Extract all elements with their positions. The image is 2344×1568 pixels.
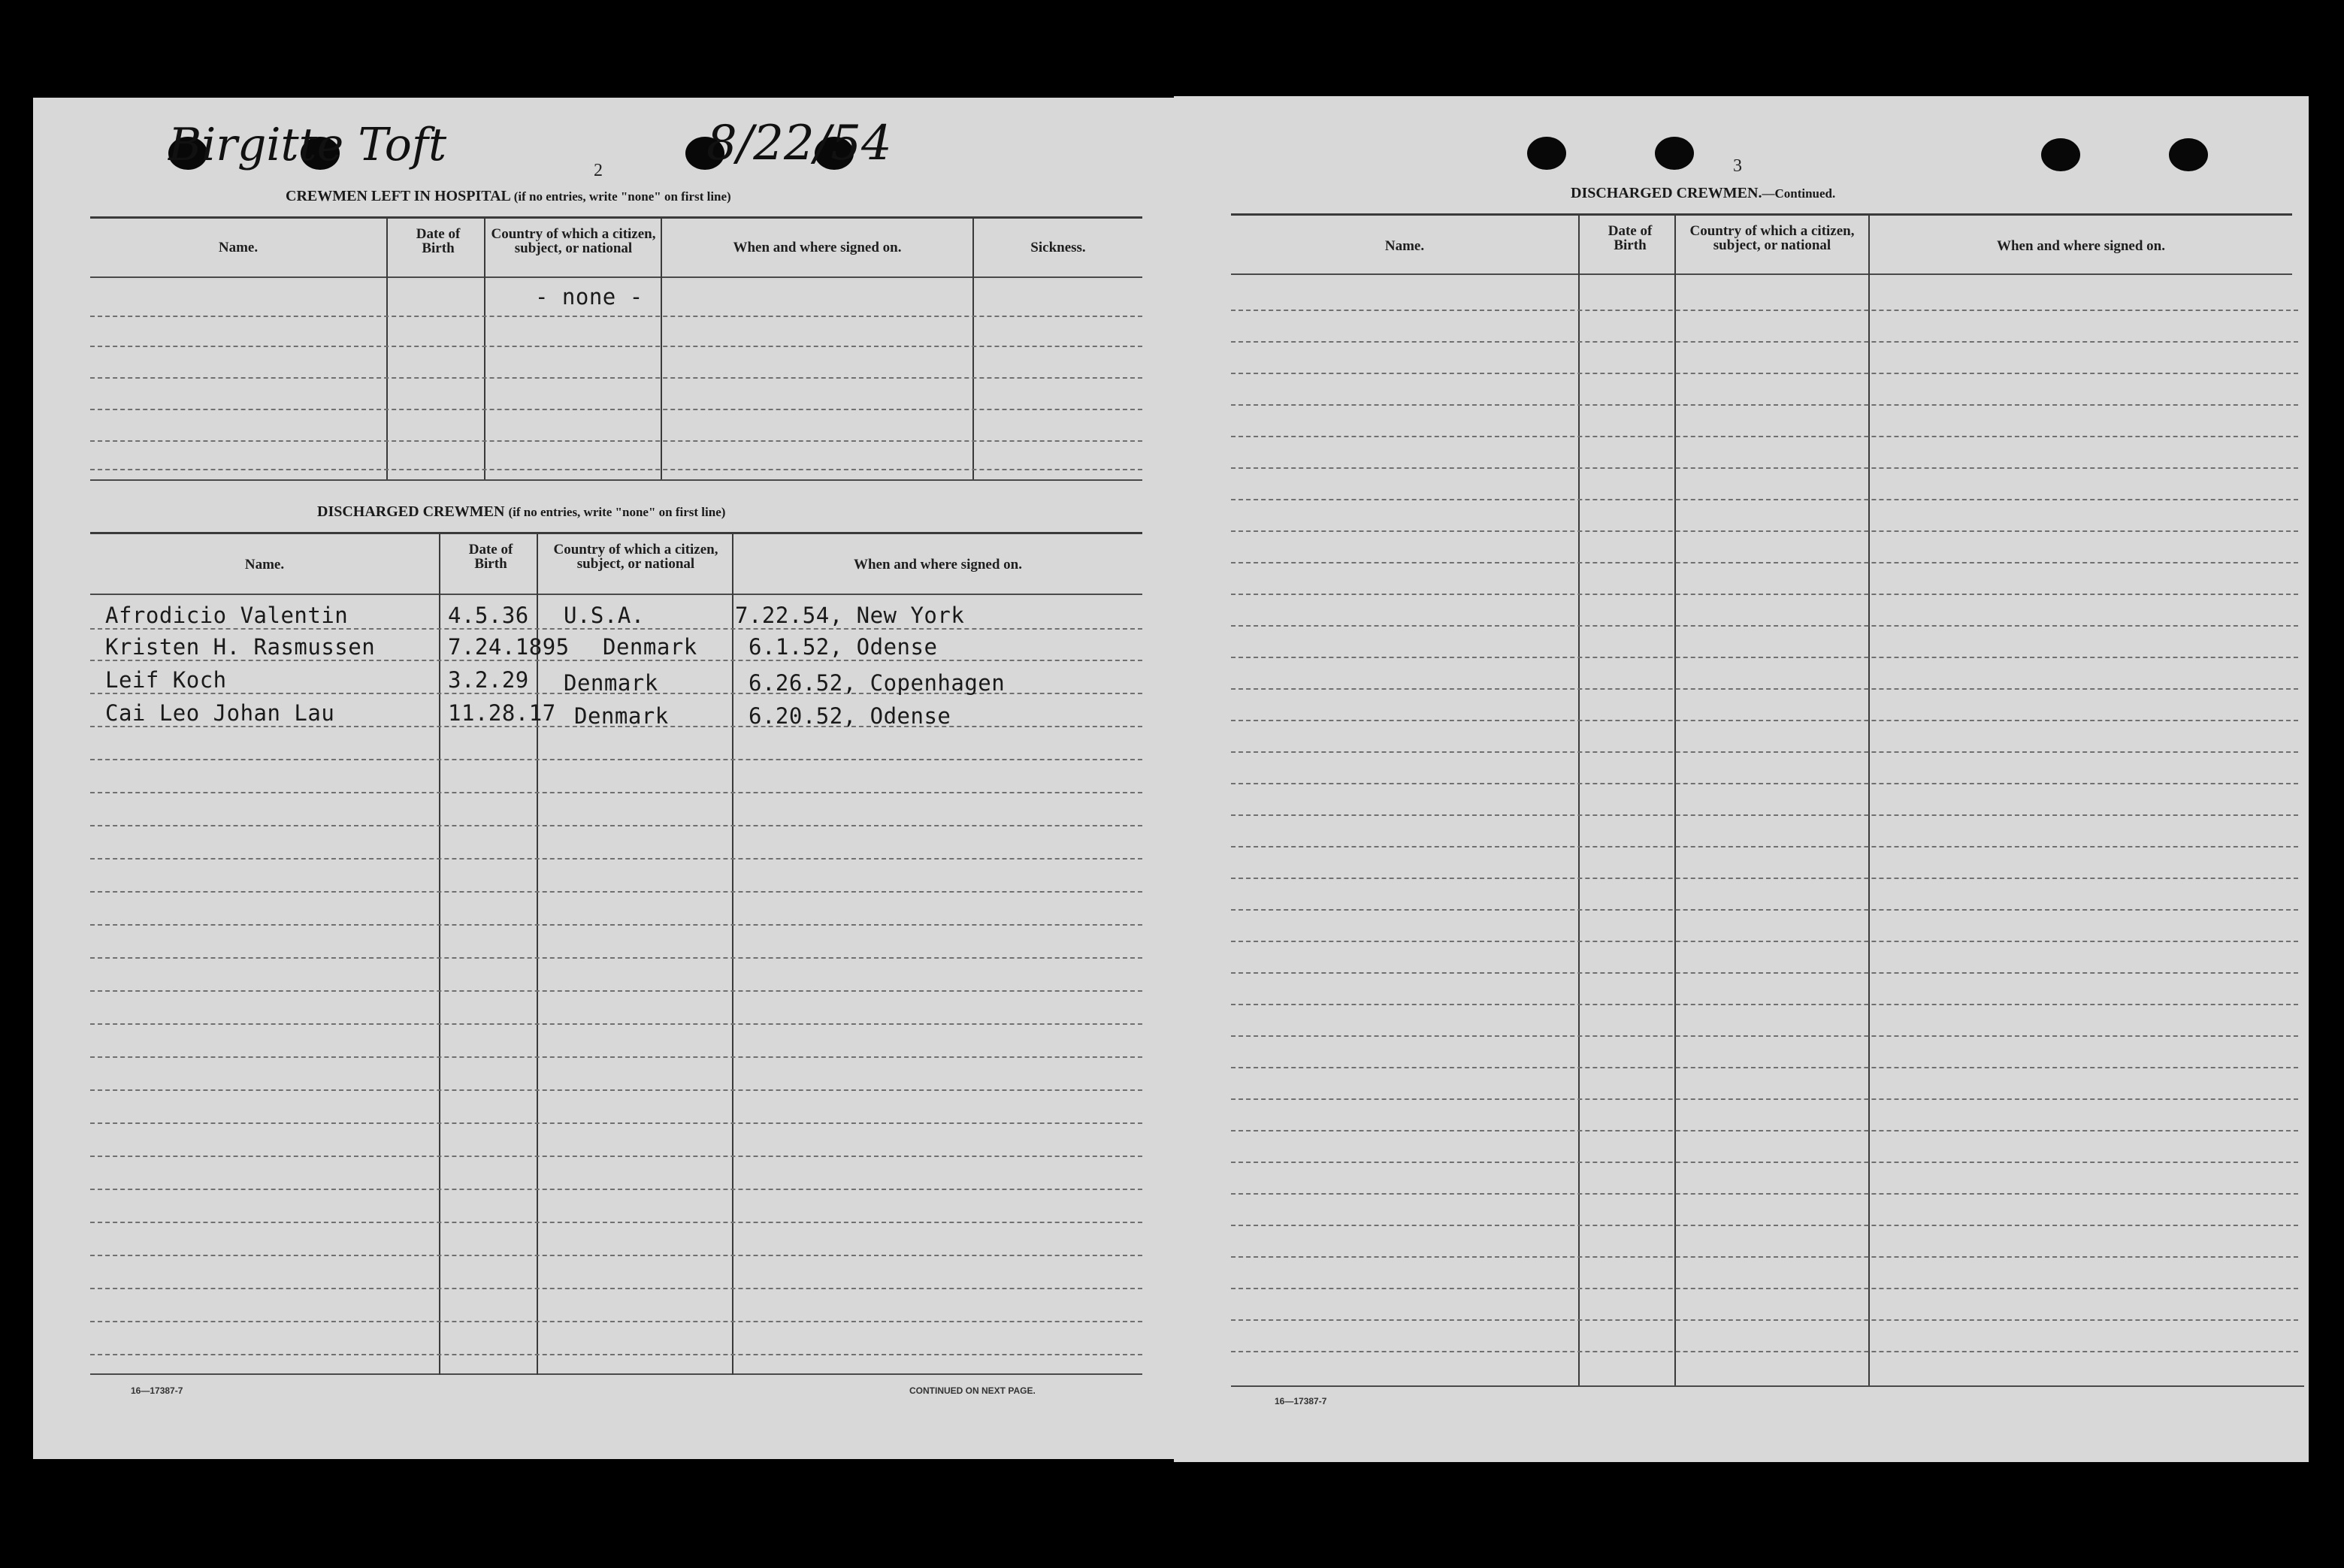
punch-hole	[1527, 137, 1566, 170]
continued-row-line	[1231, 404, 2298, 406]
continued-col-divider	[1674, 213, 1676, 1385]
continued-row-line	[1231, 1193, 2298, 1195]
right-page	[1174, 96, 2309, 1462]
continued-row-line	[1231, 1256, 2298, 1258]
crew-signed-on: 6.20.52, Odense	[749, 703, 951, 729]
crew-country: U.S.A.	[564, 603, 645, 628]
continued-row-line	[1231, 1162, 2298, 1163]
continued-row-line	[1231, 814, 2298, 816]
hospital-row-line	[90, 409, 1142, 410]
discharged-col-signed: When and where signed on.	[853, 557, 1022, 573]
continued-row-line	[1231, 846, 2298, 847]
continued-row-line	[1231, 1288, 2298, 1289]
form-number: 16—17387-7	[131, 1385, 183, 1396]
continued-row-line	[1231, 909, 2298, 911]
continued-row-line	[1231, 783, 2298, 784]
hospital-none-entry: - none -	[535, 284, 643, 310]
continued-note: CONTINUED ON NEXT PAGE.	[909, 1385, 1036, 1396]
discharged-row-line	[90, 1189, 1142, 1190]
crew-country: Denmark	[603, 634, 697, 660]
continued-col-divider	[1868, 213, 1870, 1385]
discharged-row-line	[90, 1255, 1142, 1256]
discharged-col-divider	[439, 532, 440, 1375]
crew-signed-on: 7.22.54, New York	[735, 603, 965, 628]
handwritten-date: 8/22/54	[706, 116, 892, 171]
discharged-row-line	[90, 1321, 1142, 1322]
continued-col-signed: When and where signed on.	[1996, 238, 2165, 254]
hospital-table-bottom	[90, 479, 1142, 481]
crew-dob: 7.24.1895	[448, 634, 570, 660]
discharged-col-country: Country of which a citizen, subject, or national	[553, 542, 718, 572]
continued-title-suffix: —Continued.	[1762, 186, 1836, 201]
discharged-row-line	[90, 957, 1142, 959]
continued-header-bottom	[1231, 273, 2292, 275]
page-number: 3	[1733, 156, 1742, 176]
punch-hole	[1655, 137, 1694, 170]
continued-row-line	[1231, 941, 2298, 942]
discharged-row-line	[90, 1222, 1142, 1223]
continued-row-line	[1231, 972, 2298, 974]
discharged-row-line	[90, 990, 1142, 992]
discharged-row-line	[90, 660, 1142, 661]
continued-row-line	[1231, 436, 2298, 437]
crew-country: Denmark	[564, 670, 658, 696]
hospital-row-line	[90, 346, 1142, 347]
discharged-row-line	[90, 1023, 1142, 1025]
crew-signed-on: 6.26.52, Copenhagen	[749, 670, 1006, 696]
continued-row-line	[1231, 499, 2298, 500]
discharged-row-line	[90, 858, 1142, 860]
continued-col-dob: Date of Birth	[1608, 223, 1653, 253]
continued-row-line	[1231, 1225, 2298, 1226]
hospital-row-line	[90, 377, 1142, 379]
hospital-table-top	[90, 216, 1142, 219]
continued-table-top	[1231, 213, 2292, 216]
discharged-continued-title	[1571, 185, 1835, 202]
discharged-row-line	[90, 1089, 1142, 1091]
continued-row-line	[1231, 1130, 2298, 1131]
hospital-col-name: Name.	[218, 240, 259, 255]
discharged-table-bottom	[90, 1373, 1142, 1375]
page-number: 2	[594, 161, 603, 180]
continued-row-line	[1231, 720, 2298, 721]
crew-dob: 3.2.29	[448, 667, 529, 693]
continued-row-line	[1231, 1319, 2298, 1321]
discharged-table-top	[90, 532, 1142, 534]
crew-country: Denmark	[574, 703, 669, 729]
discharged-row-line	[90, 891, 1142, 893]
handwritten-name: Birgitte Toft	[168, 119, 447, 171]
left-page	[33, 98, 1178, 1459]
discharged-col-name: Name.	[244, 557, 285, 573]
discharged-header-bottom	[90, 594, 1142, 595]
form-number: 16—17387-7	[1275, 1396, 1327, 1406]
punch-hole	[2041, 138, 2080, 171]
continued-row-line	[1231, 625, 2298, 627]
discharged-row-line	[90, 1354, 1142, 1355]
discharged-row-line	[90, 924, 1142, 926]
continued-row-line	[1231, 1067, 2298, 1068]
continued-table-bottom	[1231, 1385, 2304, 1387]
continued-row-line	[1231, 1098, 2298, 1100]
continued-row-line	[1231, 751, 2298, 753]
discharged-row-line	[90, 628, 1142, 630]
continued-col-country: Country of which a citizen, subject, or national	[1689, 223, 1855, 253]
discharged-title-text: DISCHARGED CREWMEN	[317, 503, 505, 520]
hospital-row-line	[90, 316, 1142, 317]
continued-col-divider	[1578, 213, 1580, 1385]
continued-row-line	[1231, 657, 2298, 658]
discharged-col-divider	[732, 532, 733, 1375]
discharged-row-line	[90, 759, 1142, 760]
discharged-row-line	[90, 825, 1142, 826]
continued-row-line	[1231, 530, 2298, 532]
continued-row-line	[1231, 1035, 2298, 1037]
continued-row-line	[1231, 467, 2298, 469]
crew-dob: 4.5.36	[448, 603, 529, 628]
discharged-section-title	[317, 503, 725, 521]
hospital-col-signed: When and where signed on.	[733, 240, 902, 255]
punch-hole	[2169, 138, 2208, 171]
crew-signed-on: 6.1.52, Odense	[749, 634, 938, 660]
discharged-title-note: (if no entries, write "none" on first line)	[508, 505, 726, 519]
continued-row-line	[1231, 373, 2298, 374]
crew-name: Afrodicio Valentin	[105, 603, 349, 628]
continued-row-line	[1231, 594, 2298, 595]
continued-row-line	[1231, 878, 2298, 879]
discharged-row-line	[90, 1156, 1142, 1157]
hospital-title-note: (if no entries, write "none" on first line)	[513, 189, 731, 204]
discharged-col-dob: Date of Birth	[468, 542, 513, 572]
discharged-row-line	[90, 792, 1142, 793]
continued-row-line	[1231, 1351, 2298, 1352]
continued-row-line	[1231, 688, 2298, 690]
hospital-row-line	[90, 469, 1142, 470]
discharged-row-line	[90, 1122, 1142, 1124]
continued-row-line	[1231, 310, 2298, 311]
continued-row-line	[1231, 341, 2298, 343]
crew-name: Cai Leo Johan Lau	[105, 700, 335, 726]
hospital-col-dob: Date of Birth	[416, 226, 461, 256]
continued-title-text: DISCHARGED CREWMEN.	[1571, 185, 1762, 201]
hospital-col-country: Country of which a citizen, subject, or national	[491, 226, 656, 256]
hospital-row-line	[90, 440, 1142, 442]
discharged-row-line	[90, 1288, 1142, 1289]
hospital-col-sickness: Sickness.	[1030, 240, 1086, 255]
continued-row-line	[1231, 1004, 2298, 1005]
discharged-row-line	[90, 1056, 1142, 1058]
hospital-section-title	[286, 188, 731, 205]
hospital-header-bottom	[90, 276, 1142, 278]
crew-dob: 11.28.17	[448, 700, 556, 726]
crew-name: Leif Koch	[105, 667, 227, 693]
crew-name: Kristen H. Rasmussen	[105, 634, 376, 660]
continued-col-name: Name.	[1384, 238, 1425, 254]
hospital-title-text: CREWMEN LEFT IN HOSPITAL	[286, 188, 510, 204]
continued-row-line	[1231, 562, 2298, 563]
